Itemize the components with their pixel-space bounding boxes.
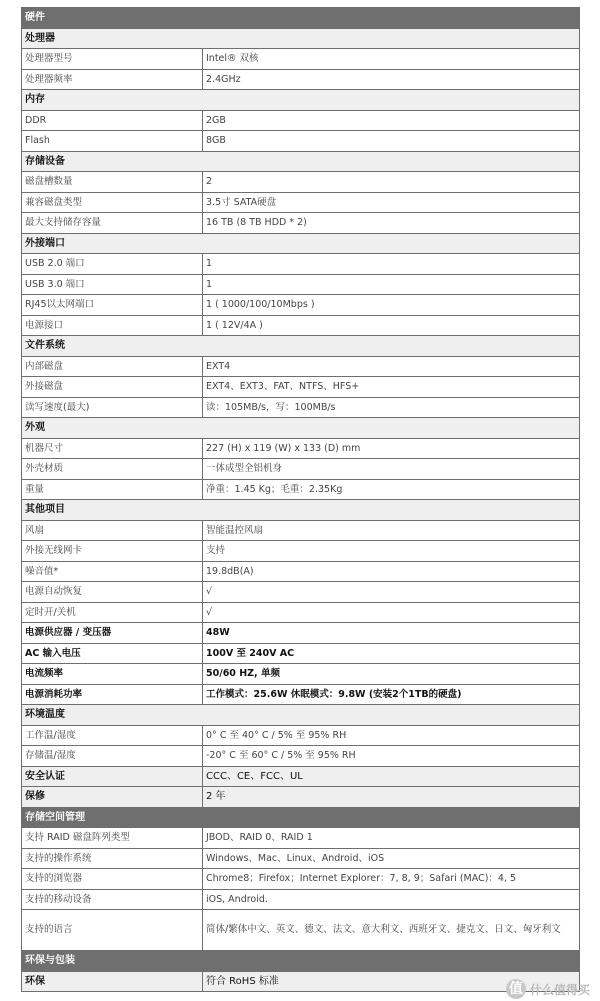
spec-label: 存储温/湿度: [22, 746, 203, 767]
spec-row: [22, 377, 580, 398]
section-title: 保修: [22, 787, 203, 808]
spec-value: 0° C 至 40° C / 5% 至 95% RH: [203, 725, 580, 746]
section-title: 安全认证: [22, 766, 203, 787]
spec-row: [22, 295, 580, 316]
section-title: 文件系统: [22, 336, 580, 357]
section-header: [22, 233, 580, 254]
spec-value: JBOD、RAID 0、RAID 1: [203, 828, 580, 849]
spec-row: [22, 520, 580, 541]
spec-label: 支持的语言: [22, 910, 203, 951]
spec-value: iOS, Android.: [203, 889, 580, 910]
section-title: 其他项目: [22, 500, 580, 521]
spec-label: 磁盘槽数量: [22, 172, 203, 193]
section-header: [22, 336, 580, 357]
spec-value: 100V 至 240V AC: [203, 643, 580, 664]
spec-table: [21, 7, 580, 992]
section-title: 环保与包装: [22, 951, 580, 972]
spec-row: [22, 438, 580, 459]
spec-row: [22, 69, 580, 90]
watermark: [506, 979, 590, 999]
spec-label: 支持 RAID 磁盘阵列类型: [22, 828, 203, 849]
spec-row: [22, 828, 580, 849]
spec-value: √: [203, 582, 580, 603]
spec-row: [22, 664, 580, 685]
section-header: [22, 151, 580, 172]
spec-value: √: [203, 602, 580, 623]
section-header-hardware: [22, 8, 580, 29]
spec-row: [22, 131, 580, 152]
spec-label: 处理器频率: [22, 69, 203, 90]
spec-value: Chrome8；Firefox；Internet Explorer：7, 8, 9；Safari (MAC)：4, 5: [203, 869, 580, 890]
spec-value: 读：105MB/s，写：100MB/s: [203, 397, 580, 418]
section-header: [22, 787, 580, 808]
spec-label: AC 输入电压: [22, 643, 203, 664]
section-title: 硬件: [22, 8, 580, 29]
spec-value: EXT4、EXT3、FAT、NTFS、HFS+: [203, 377, 580, 398]
spec-row: [22, 459, 580, 480]
section-header: [22, 90, 580, 111]
spec-label: 工作温/湿度: [22, 725, 203, 746]
spec-value: 16 TB (8 TB HDD * 2): [203, 213, 580, 234]
spec-label: 处理器型号: [22, 49, 203, 70]
spec-row: [22, 213, 580, 234]
spec-value: 工作模式：25.6W 休眠模式：9.8W (安装2个1TB的硬盘): [203, 684, 580, 705]
spec-value: EXT4: [203, 356, 580, 377]
spec-label: RJ45以太网端口: [22, 295, 203, 316]
spec-row: [22, 49, 580, 70]
spec-row: [22, 397, 580, 418]
spec-row: [22, 602, 580, 623]
spec-label: 机器尺寸: [22, 438, 203, 459]
spec-row: [22, 746, 580, 767]
spec-value: 48W: [203, 623, 580, 644]
spec-value: 1 ( 1000/100/10Mbps ): [203, 295, 580, 316]
spec-label: 噪音值*: [22, 561, 203, 582]
watermark-logo-icon: 值: [506, 979, 526, 999]
spec-label: 电源自动恢复: [22, 582, 203, 603]
spec-label: USB 3.0 端口: [22, 274, 203, 295]
spec-label: 支持的操作系统: [22, 848, 203, 869]
spec-label: 电源供应器 / 变压器: [22, 623, 203, 644]
spec-label: 重量: [22, 479, 203, 500]
section-header: [22, 971, 580, 992]
spec-label: Flash: [22, 131, 203, 152]
spec-label: 最大支持储存容量: [22, 213, 203, 234]
spec-row: [22, 725, 580, 746]
spec-value: 支持: [203, 541, 580, 562]
spec-label: 支持的浏览器: [22, 869, 203, 890]
spec-label: 电流频率: [22, 664, 203, 685]
spec-value: 19.8dB(A): [203, 561, 580, 582]
watermark-text: 什么值得买: [529, 982, 590, 997]
spec-row: [22, 356, 580, 377]
section-header: [22, 418, 580, 439]
spec-value: 8GB: [203, 131, 580, 152]
spec-value: 符合 RoHS 标准: [203, 971, 580, 992]
section-title: 处理器: [22, 28, 580, 49]
spec-value: 1: [203, 254, 580, 275]
spec-row: [22, 274, 580, 295]
section-header: [22, 807, 580, 828]
spec-value: 1: [203, 274, 580, 295]
spec-value: 3.5寸 SATA硬盘: [203, 192, 580, 213]
spec-label: DDR: [22, 110, 203, 131]
spec-value: 50/60 HZ, 单频: [203, 664, 580, 685]
spec-value: 227 (H) x 119 (W) x 133 (D) mm: [203, 438, 580, 459]
spec-row: [22, 315, 580, 336]
spec-row: [22, 889, 580, 910]
spec-label: 内部磁盘: [22, 356, 203, 377]
spec-label: 外接无线网卡: [22, 541, 203, 562]
spec-row: [22, 582, 580, 603]
spec-label: 风扇: [22, 520, 203, 541]
spec-value: -20° C 至 60° C / 5% 至 95% RH: [203, 746, 580, 767]
section-title: 外观: [22, 418, 580, 439]
section-title: 环境温度: [22, 705, 580, 726]
spec-row: [22, 110, 580, 131]
spec-row: [22, 869, 580, 890]
spec-row: [22, 643, 580, 664]
section-header: [22, 951, 580, 972]
spec-value: 1 ( 12V/4A ): [203, 315, 580, 336]
section-header: [22, 28, 580, 49]
spec-row: [22, 541, 580, 562]
spec-row: [22, 684, 580, 705]
section-title: 外接端口: [22, 233, 580, 254]
spec-label: USB 2.0 端口: [22, 254, 203, 275]
spec-label: 外壳材质: [22, 459, 203, 480]
spec-label: 电源消耗功率: [22, 684, 203, 705]
section-header: [22, 500, 580, 521]
spec-label: 支持的移动设备: [22, 889, 203, 910]
spec-value: CCC、CE、FCC、UL: [203, 766, 580, 787]
spec-label: 读写速度(最大): [22, 397, 203, 418]
spec-value: 2.4GHz: [203, 69, 580, 90]
spec-value: 2GB: [203, 110, 580, 131]
section-title: 环保: [22, 971, 203, 992]
spec-row: [22, 172, 580, 193]
section-title: 存储设备: [22, 151, 580, 172]
section-title: 内存: [22, 90, 580, 111]
spec-label: 定时开/关机: [22, 602, 203, 623]
spec-row: [22, 848, 580, 869]
spec-value: 一体成型全铝机身: [203, 459, 580, 480]
spec-value: 智能温控风扇: [203, 520, 580, 541]
spec-value: 净重：1.45 Kg；毛重：2.35Kg: [203, 479, 580, 500]
spec-value: 2: [203, 172, 580, 193]
section-title: 存储空间管理: [22, 807, 580, 828]
section-header: [22, 766, 580, 787]
spec-label: 外接磁盘: [22, 377, 203, 398]
spec-row: [22, 192, 580, 213]
spec-value: 简体/繁体中文、英文、德文、法文、意大利文、西班牙文、捷克文、日文、匈牙利文: [203, 910, 580, 951]
spec-row: [22, 254, 580, 275]
spec-row: [22, 623, 580, 644]
spec-label: 兼容磁盘类型: [22, 192, 203, 213]
spec-row: [22, 561, 580, 582]
spec-row: [22, 479, 580, 500]
spec-value: Intel® 双核: [203, 49, 580, 70]
spec-value: 2 年: [203, 787, 580, 808]
spec-label: 电源接口: [22, 315, 203, 336]
section-header: [22, 705, 580, 726]
spec-value: Windows、Mac、Linux、Android、iOS: [203, 848, 580, 869]
spec-row: [22, 910, 580, 951]
